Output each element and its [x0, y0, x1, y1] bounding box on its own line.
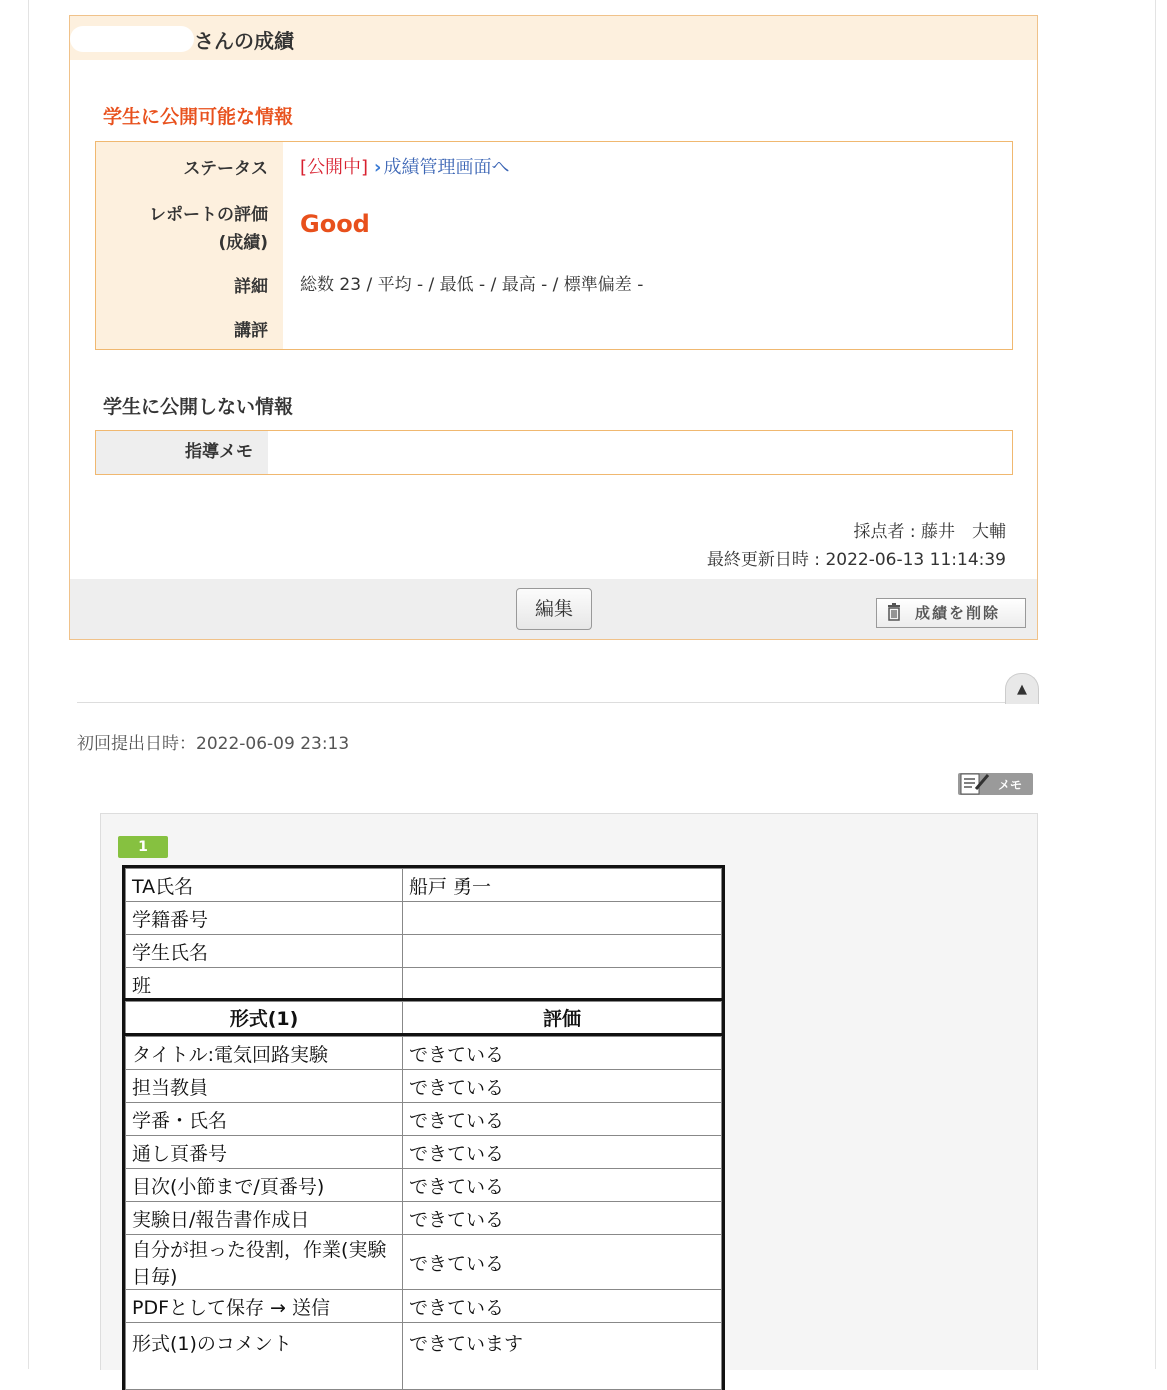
evaluation-label-sub: (成績)	[218, 233, 268, 253]
table-row	[126, 1202, 722, 1235]
status-label: ステータス	[183, 159, 268, 179]
table-cell: 学番・氏名	[126, 1103, 403, 1136]
private-info-table	[95, 430, 1013, 475]
format-header-table	[125, 1001, 722, 1034]
submission-box	[100, 813, 1038, 1370]
table-row	[126, 1235, 722, 1290]
table-cell: タイトル:電気回路実験	[126, 1037, 403, 1070]
left-border	[28, 0, 29, 1369]
redacted-group	[523, 971, 593, 997]
table-cell: できている	[403, 1202, 722, 1235]
table-row	[126, 1136, 722, 1169]
table-cell: PDFとして保存 → 送信	[126, 1290, 403, 1323]
panel-header	[70, 16, 1037, 60]
table-row	[126, 968, 722, 1001]
column-header-format: 形式(1)	[126, 1002, 403, 1034]
table-row	[126, 902, 722, 935]
table-cell	[403, 935, 722, 968]
memo-label: メモ	[998, 778, 1023, 792]
first-submission-time: 初回提出日時：2022-06-09 23:13	[77, 734, 350, 754]
table-cell: 学籍番号	[126, 902, 403, 935]
table-cell: 自分が担った役割，作業(実験日毎)	[126, 1235, 403, 1290]
table-cell: できている	[403, 1235, 722, 1290]
student-info-table	[125, 868, 722, 1001]
scroll-to-top-button[interactable]	[1005, 673, 1039, 704]
evaluation-label: レポートの評価	[149, 205, 268, 225]
table-cell: 班	[126, 968, 403, 1001]
table-cell: できている	[403, 1136, 722, 1169]
public-info-table	[95, 141, 1013, 350]
grader: 採点者 : 藤井 大輔	[853, 522, 1006, 542]
status-value-row	[300, 153, 509, 179]
table-cell: TA氏名	[126, 869, 403, 902]
table-cell: できている	[403, 1169, 722, 1202]
table-cell: できている	[403, 1103, 722, 1136]
submission-badge: 1	[118, 836, 168, 858]
table-cell: できています	[403, 1323, 722, 1390]
redacted-student-name-cell	[409, 938, 533, 964]
redacted-student-id	[409, 905, 517, 931]
divider	[77, 702, 1037, 703]
grade-management-link[interactable]: 成績管理画面へ	[383, 157, 510, 178]
table-cell: できている	[403, 1290, 722, 1323]
detail-label: 詳細	[234, 277, 268, 297]
trash-icon	[887, 603, 901, 621]
grade-panel	[69, 15, 1038, 640]
last-updated: 最終更新日時 : 2022-06-13 11:14:39	[706, 550, 1006, 570]
evaluation-value: Good	[300, 210, 370, 238]
table-row	[126, 1169, 722, 1202]
detail-value: 総数 23 / 平均 - / 最低 - / 最高 - / 標準偏差 -	[300, 275, 644, 295]
table-cell: 目次(小節まで/頁番号)	[126, 1169, 403, 1202]
table-cell: できている	[403, 1070, 722, 1103]
memo-button[interactable]	[958, 771, 1033, 797]
public-section-title: 学生に公開可能な情報	[103, 106, 294, 128]
table-header-row	[126, 1002, 722, 1034]
status-value: [公開中]	[300, 157, 369, 178]
delete-grade-label: 成績を削除	[915, 604, 1001, 622]
table-row	[126, 1290, 722, 1323]
table-cell: 船戸 勇一	[403, 869, 722, 902]
table-cell	[403, 902, 722, 935]
arrow-up-icon: ▲	[1017, 682, 1027, 697]
table-cell: 通し頁番号	[126, 1136, 403, 1169]
table-cell: 担当教員	[126, 1070, 403, 1103]
table-cell: 実験日/報告書作成日	[126, 1202, 403, 1235]
table-row	[126, 1037, 722, 1070]
edit-button[interactable]: 編集	[516, 588, 592, 630]
table-cell: 学生氏名	[126, 935, 403, 968]
private-section-title: 学生に公開しない情報	[103, 396, 294, 418]
delete-grade-button[interactable]	[876, 598, 1026, 628]
redacted-student-name	[70, 26, 194, 52]
table-row	[126, 1323, 722, 1390]
chevron-right-icon: ›	[374, 157, 382, 178]
table-cell: できている	[403, 1037, 722, 1070]
table-row	[126, 1070, 722, 1103]
table-cell: 形式(1)のコメント	[126, 1323, 403, 1390]
table-row	[126, 1103, 722, 1136]
guidance-memo-label: 指導メモ	[185, 442, 253, 462]
table-row	[126, 869, 722, 902]
format-evaluation-table	[125, 1036, 722, 1390]
comment-label: 講評	[234, 321, 268, 341]
table-row	[126, 935, 722, 968]
column-header-evaluation: 評価	[403, 1002, 722, 1034]
panel-footer	[70, 579, 1037, 639]
panel-title: さんの成績	[194, 29, 294, 53]
right-border	[1155, 0, 1156, 1369]
table-cell	[403, 968, 722, 1001]
